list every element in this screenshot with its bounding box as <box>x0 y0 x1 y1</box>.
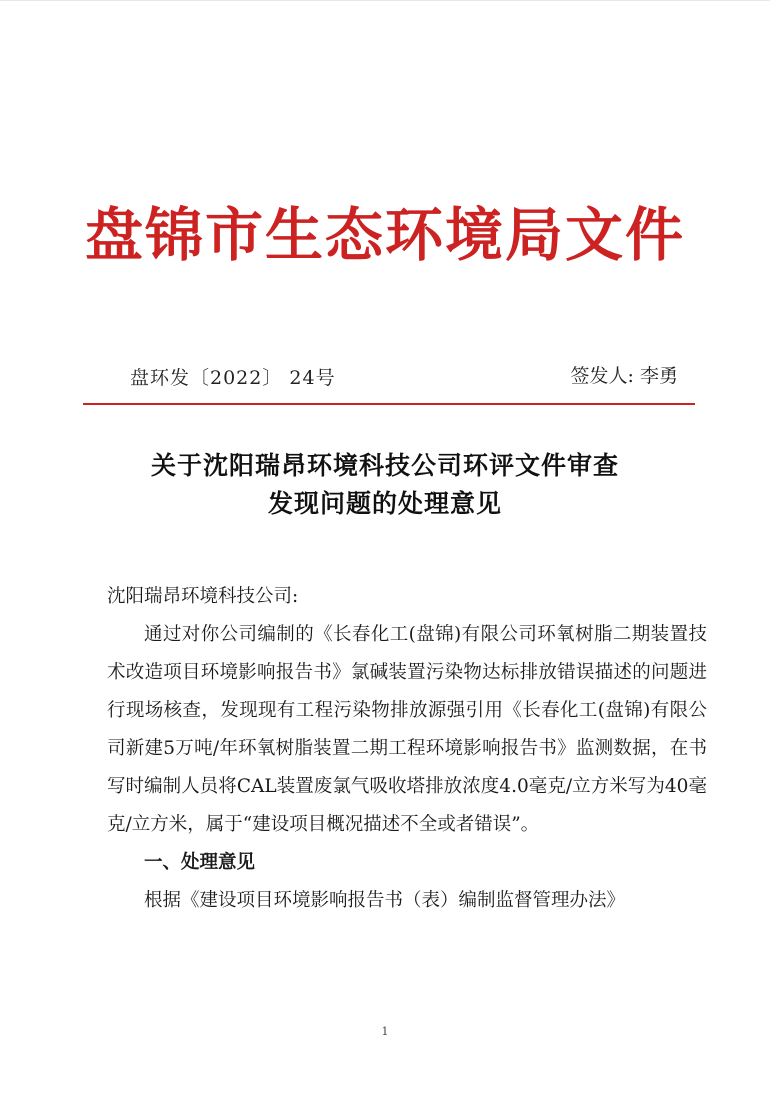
document-masthead: 盘锦市生态环境局文件 <box>84 201 685 269</box>
title-line-2: 发现问题的处理意见 <box>267 489 502 518</box>
section-heading-1: 一、处理意见 <box>144 852 256 873</box>
red-divider-line <box>83 403 695 405</box>
document-number: 盘环发〔2022〕 24号 <box>130 367 336 389</box>
body-paragraph-1: 通过对你公司编制的《长春化工(盘锦)有限公司环氧树脂二期装置技术改造项目环境影响报告书》氯碱装置污染物达标排放错误描述的问题进行现场核查，发现现有工程污染物排放源强引用《长春化工(盘锦)有限公司新建5万吨/年环氧树脂装置二期工程环境影响报告书》监测数据，在书写时编制人员将CAL装置废氯气吸收塔排放浓度4.0毫克/立方米写为40毫克/立方米，属于“建设项目概况描述不全或者错误”。 <box>107 624 707 835</box>
title-line-1: 关于沈阳瑞昂环境科技公司环评文件审查 <box>150 451 619 480</box>
body-paragraph-2: 根据《建设项目环境影响报告书（表）编制监督管理办法》 <box>144 890 626 911</box>
document-title <box>0 447 770 523</box>
issuer-signature: 签发人: 李勇 <box>570 365 678 387</box>
page-number: 1 <box>381 1025 389 1038</box>
document-body <box>107 578 707 920</box>
addressee: 沈阳瑞昂环境科技公司: <box>107 586 299 607</box>
